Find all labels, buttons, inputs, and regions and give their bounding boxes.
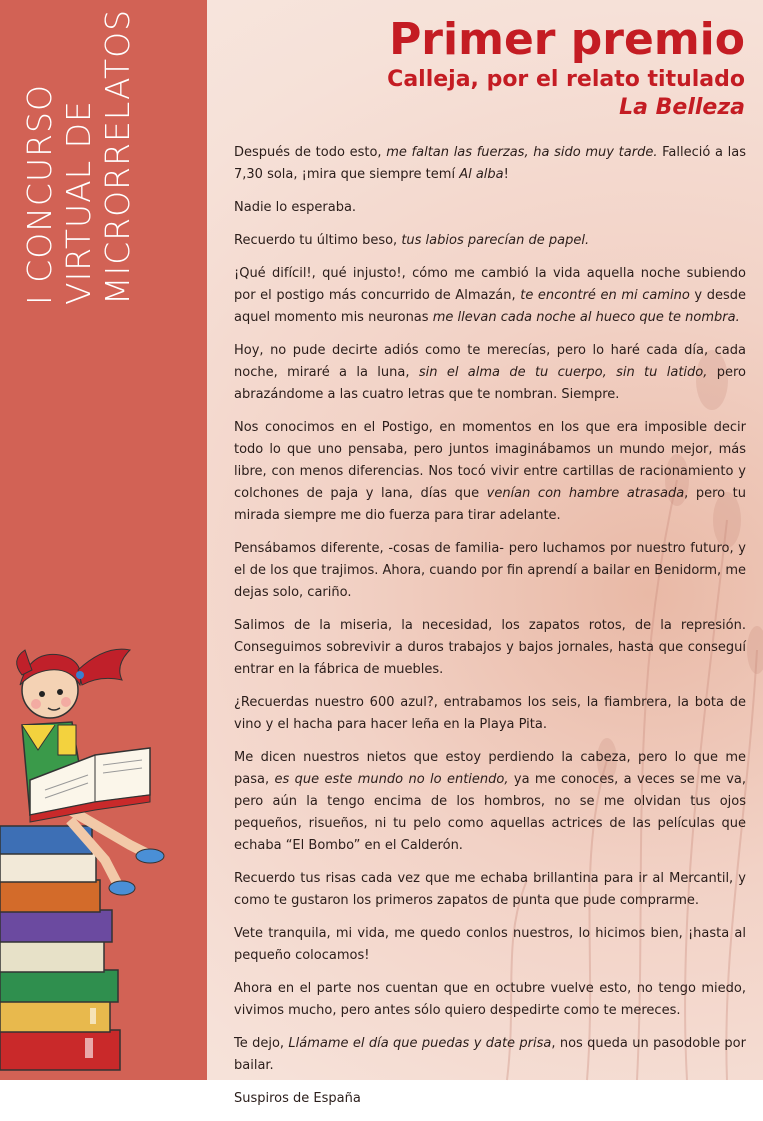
text-run: y desde aquel momento mis neuronas	[234, 288, 746, 325]
text-run: Salimos de la miseria, la necesidad, los zapatos rotos, de la represión. Conseguimos sobrevivir a duros trabajos y bajos jornales, hasta que conseguí entrar en la fábrica de muebles.	[234, 618, 746, 677]
italic-phrase: me llevan cada noche al hueco que te nombra.	[432, 310, 740, 325]
text-run: Nadie lo esperaba.	[234, 200, 357, 215]
girl-reading-on-book-stack-icon	[0, 630, 207, 1080]
italic-phrase: me faltan las fuerzas, ha sido muy tarde.	[386, 145, 658, 160]
contest-title	[20, 0, 137, 305]
italic-phrase: tus labios parecían de papel.	[401, 233, 590, 248]
story-title: La Belleza	[619, 95, 745, 120]
story-paragraph	[234, 1033, 746, 1077]
text-run: ya me conoces, a veces se me va, pero aún la tengo encima de los hombros, no se me olvidan tus ojos pequeños, risueños, ni tu pelo como aquellas actrices de las películas que echaba “El Bombo” en el Calderón.	[234, 772, 746, 853]
text-run: pero abrazándome a las cuatro letras que te nombran. Siempre.	[234, 365, 746, 402]
contest-title-line: I CONCURSO	[20, 84, 59, 305]
story-paragraph	[234, 142, 746, 186]
italic-phrase: Al alba	[459, 167, 504, 182]
contest-title-line: VIRTUAL DE	[59, 100, 98, 305]
story-paragraph	[234, 263, 746, 329]
story-paragraph	[234, 340, 746, 406]
text-run: Recuerdo tus risas cada vez que me echaba brillantina para ir al Mercantil, y como te gustaron los primeros zapatos de punta que pude comprarme.	[234, 871, 746, 908]
text-run: !	[503, 167, 509, 182]
italic-phrase: te encontré en mi camino	[520, 288, 690, 303]
story-body	[234, 142, 746, 1121]
story-paragraph	[234, 615, 746, 681]
text-run: ¡Qué difícil!, qué injusto!, cómo me cambió la vida aquella noche subiendo por el postigo más concurrido de Almazán,	[234, 266, 746, 303]
italic-phrase: venían con hambre atrasada	[486, 486, 685, 501]
text-run: Ahora en el parte nos cuentan que en octubre vuelve esto, no tengo miedo, vivimos mucho, pero antes sólo quiero despedirte como te mereces.	[234, 981, 746, 1018]
story-paragraph	[234, 1088, 746, 1110]
italic-phrase: es que este mundo no lo entiendo,	[274, 772, 509, 787]
story-paragraph	[234, 747, 746, 857]
story-paragraph	[234, 692, 746, 736]
header	[387, 14, 745, 122]
italic-phrase: sin el alma de tu cuerpo, sin tu latido,	[418, 365, 708, 380]
text-run: Hoy, no pude decirte adiós como te merecías, pero lo haré cada día, cada noche, miraré a la luna,	[234, 343, 746, 380]
text-run: , nos queda un pasodoble por bailar.	[234, 1036, 746, 1073]
contest-title-line: MICRORRELATOS	[98, 8, 137, 305]
award-subtitle: Calleja, por el relato titulado	[387, 67, 745, 92]
text-run: Nos conocimos en el Postigo, en momentos en los que era imposible decir todo lo que uno pensaba, pero juntos imaginábamos un mundo mejor, más libre, con menos diferencias. Nos tocó vivir entre cartillas de racionamiento y colchones de paja y lana, días que	[234, 420, 746, 501]
story-paragraph	[234, 197, 746, 219]
text-run: Pensábamos diferente, -cosas de familia- pero luchamos por nuestro futuro, y el de los que trajimos. Ahora, cuando por fin aprendí a bailar en Benidorm, me dejas solo, cariño.	[234, 541, 746, 600]
story-paragraph	[234, 868, 746, 912]
text-run: Te dejo,	[234, 1036, 289, 1051]
text-run: Vete tranquila, mi vida, me quedo conlos nuestros, lo hicimos bien, ¡hasta al pequeño colocamos!	[234, 926, 746, 963]
story-paragraph	[234, 230, 746, 252]
text-run: , pero tu mirada siempre me dio fuerza para tirar adelante.	[234, 486, 746, 523]
text-run: Después de todo esto,	[234, 145, 387, 160]
story-paragraph	[234, 538, 746, 604]
page-title: Primer premio	[389, 14, 745, 65]
text-run: Me dicen nuestros nietos que estoy perdiendo la cabeza, pero lo que me pasa,	[234, 750, 746, 787]
text-run: Suspiros de España	[234, 1091, 361, 1106]
text-run: Falleció a las 7,30 sola, ¡mira que siempre temí	[234, 145, 746, 182]
text-run: ¿Recuerdas nuestro 600 azul?, entrabamos los seis, la fiambrera, la bota de vino y el hacha para hacer leña en la Playa Pita.	[234, 695, 746, 732]
story-paragraph	[234, 923, 746, 967]
story-paragraph	[234, 978, 746, 1022]
story-paragraph	[234, 417, 746, 527]
text-run: Recuerdo tu último beso,	[234, 233, 402, 248]
italic-phrase: Llámame el día que puedas y date prisa	[288, 1036, 552, 1051]
